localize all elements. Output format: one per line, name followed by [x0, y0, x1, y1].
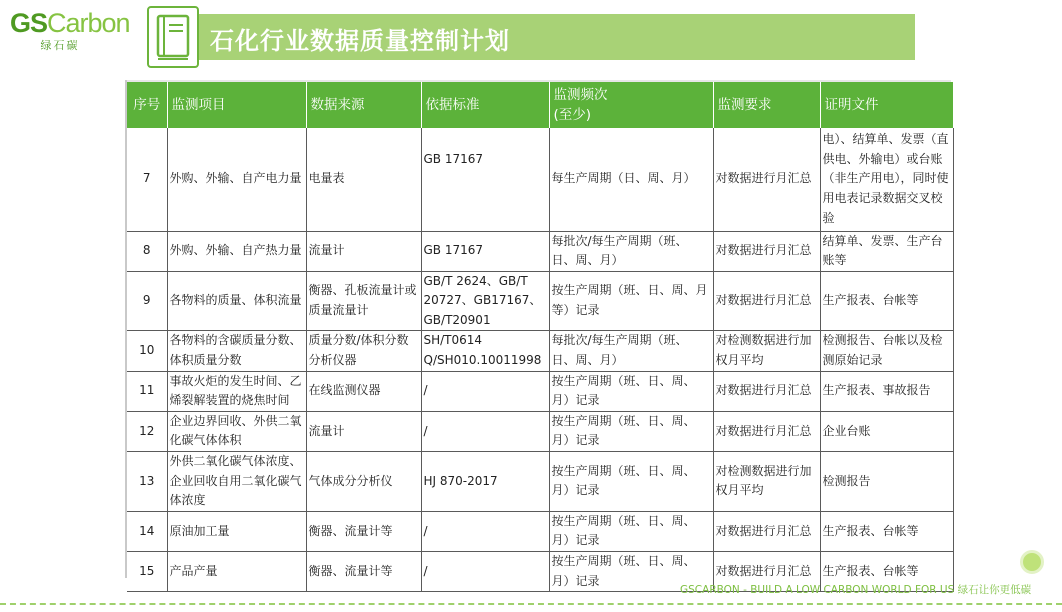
table-row	[127, 511, 953, 551]
cell-frequency: 按生产周期（班、日、周、月）记录	[549, 411, 713, 451]
cell-requirement: 对数据进行月汇总	[713, 552, 820, 592]
table-row	[127, 452, 953, 512]
cell-seq: 12	[127, 411, 167, 451]
cell-seq: 8	[127, 231, 167, 271]
cell-requirement: 对数据进行月汇总	[713, 231, 820, 271]
company-logo	[10, 6, 130, 53]
cell-requirement: 对数据进行月汇总	[713, 411, 820, 451]
table-row	[127, 331, 953, 371]
cell-standard: GB/T 2624、GB/T 20727、GB17167、GB/T20901	[421, 271, 549, 331]
column-header-requirement: 监测要求	[713, 82, 820, 128]
cell-certificate: 企业台账	[820, 411, 953, 451]
cell-standard: /	[421, 371, 549, 411]
cell-requirement: 对数据进行月汇总	[713, 511, 820, 551]
column-header-standard: 依据标准	[421, 82, 549, 128]
cell-standard: /	[421, 552, 549, 592]
cell-requirement: 对数据进行月汇总	[713, 371, 820, 411]
footer-divider	[0, 603, 1062, 605]
table-row	[127, 231, 953, 271]
table-row	[127, 371, 953, 411]
cell-item: 外供二氧化碳气体浓度、企业回收自用二氧化碳气体浓度	[167, 452, 306, 512]
cell-requirement: 对数据进行月汇总	[713, 271, 820, 331]
cell-certificate: 电）、结算单、发票（直供电、外输电）或台账（非生产用电），同时使用电表记录数据交叉校验	[820, 128, 953, 231]
cell-requirement: 对检测数据进行加权月平均	[713, 452, 820, 512]
column-header-frequency: 监测频次 (至少)	[549, 82, 713, 128]
data-quality-table	[127, 82, 954, 592]
cell-item: 各物料的含碳质量分数、体积质量分数	[167, 331, 306, 371]
cell-frequency: 每批次/每生产周期（班、日、周、月）	[549, 231, 713, 271]
cell-standard: GB 17167	[421, 128, 549, 231]
cell-seq: 9	[127, 271, 167, 331]
cell-seq: 7	[127, 128, 167, 231]
cell-frequency: 按生产周期（班、日、周、月）记录	[549, 511, 713, 551]
cell-item: 产品产量	[167, 552, 306, 592]
cell-seq: 14	[127, 511, 167, 551]
cell-standard: SH/T0614 Q/SH010.10011998	[421, 331, 549, 371]
cell-standard: /	[421, 411, 549, 451]
cell-item: 外购、外输、自产热力量	[167, 231, 306, 271]
cell-item: 企业边界回收、外供二氧化碳气体体积	[167, 411, 306, 451]
cell-source: 流量计	[306, 231, 421, 271]
cell-certificate: 检测报告、台帐以及检测原始记录	[820, 331, 953, 371]
cell-seq: 15	[127, 552, 167, 592]
title-banner	[147, 14, 915, 60]
cell-source: 电量表	[306, 128, 421, 231]
cell-frequency: 按生产周期（班、日、周、月等）记录	[549, 271, 713, 331]
data-quality-table-container	[125, 80, 951, 588]
cell-source: 气体成分分析仪	[306, 452, 421, 512]
cell-frequency: 按生产周期（班、日、周、月）记录	[549, 552, 713, 592]
page-title: 石化行业数据质量控制计划	[210, 27, 510, 55]
cell-source: 流量计	[306, 411, 421, 451]
cell-item: 外购、外输、自产电力量	[167, 128, 306, 231]
cell-frequency: 按生产周期（班、日、周、月）记录	[549, 452, 713, 512]
footer-decoration-icon	[1020, 550, 1044, 574]
logo-subtitle: 绿石碳	[40, 39, 80, 52]
cell-certificate: 生产报表、台帐等	[820, 271, 953, 331]
cell-certificate: 生产报表、事故报告	[820, 371, 953, 411]
cell-frequency: 按生产周期（班、日、周、月）记录	[549, 371, 713, 411]
cell-source: 衡器、流量计等	[306, 511, 421, 551]
cell-standard: HJ 870-2017	[421, 452, 549, 512]
cell-requirement: 对数据进行月汇总	[713, 128, 820, 231]
cell-certificate: 生产报表、台帐等	[820, 511, 953, 551]
cell-source: 衡器、孔板流量计或质量流量计	[306, 271, 421, 331]
column-header-item: 监测项目	[167, 82, 306, 128]
cell-source: 在线监测仪器	[306, 371, 421, 411]
cell-requirement: 对检测数据进行加权月平均	[713, 331, 820, 371]
table-row	[127, 128, 953, 231]
column-header-source: 数据来源	[306, 82, 421, 128]
cell-certificate: 检测报告	[820, 452, 953, 512]
logo-gs: GS	[10, 8, 48, 38]
table-header-row	[127, 82, 953, 128]
cell-seq: 11	[127, 371, 167, 411]
cell-seq: 10	[127, 331, 167, 371]
cell-frequency: 每生产周期（日、周、月）	[549, 128, 713, 231]
cell-frequency: 每批次/每生产周期（班、日、周、月）	[549, 331, 713, 371]
column-header-seq: 序号	[127, 82, 167, 128]
footer-slogan: GSCARBON - BUILD A LOW CARBON WORLD FOR US 绿石让你更低碳	[680, 584, 1032, 596]
cell-source: 质量分数/体积分数分析仪器	[306, 331, 421, 371]
table-row	[127, 411, 953, 451]
cell-source: 衡器、流量计等	[306, 552, 421, 592]
logo-wordmark	[10, 6, 130, 40]
cell-item: 原油加工量	[167, 511, 306, 551]
table-row	[127, 271, 953, 331]
book-icon	[147, 6, 199, 68]
cell-seq: 13	[127, 452, 167, 512]
cell-standard: GB 17167	[421, 231, 549, 271]
cell-certificate: 结算单、发票、生产台账等	[820, 231, 953, 271]
logo-carbon: Carbon	[47, 8, 130, 38]
column-header-certificate: 证明文件	[820, 82, 953, 128]
cell-standard: /	[421, 511, 549, 551]
cell-certificate: 生产报表、台帐等	[820, 552, 953, 592]
cell-item: 各物料的质量、体积流量	[167, 271, 306, 331]
cell-item: 事故火炬的发生时间、乙烯裂解装置的烧焦时间	[167, 371, 306, 411]
